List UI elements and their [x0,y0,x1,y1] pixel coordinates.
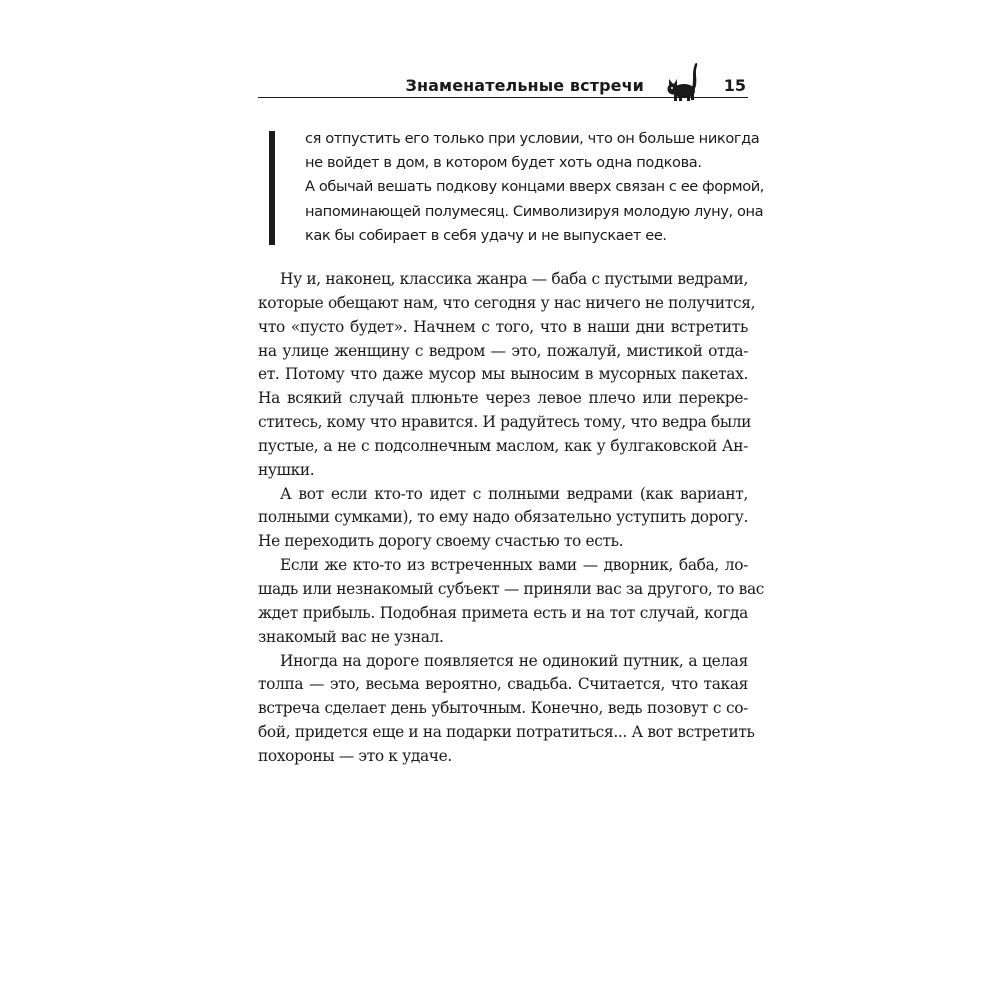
running-head-title: Знаменательные встречи [405,76,644,95]
note-text [305,127,765,248]
body-line: нушки. [258,460,315,479]
body-line: А вот если кто-то идет с полными ведрами (как вариант, [280,484,748,503]
body-line: шадь или незнакомый субъект — приняли вас за другого, то вас [258,579,765,598]
body-line: которые обещают нам, что сегодня у нас ничего не получится, [258,293,756,312]
body-line: На всякий случай плюньте через левое плечо или перекре- [258,389,748,408]
running-head [258,76,748,100]
body-line: ет. Потому что даже мусор мы выносим в мусорных пакетах. [258,365,748,384]
body-text [258,268,765,769]
body-line: Если же кто-то из встреченных вами — дворник, баба, ло- [280,556,748,575]
body-line: похороны — это к удаче. [258,746,452,765]
page-number: 15 [723,76,746,95]
body-line: Не переходить дорогу своему счастью то есть. [258,532,624,551]
note-line: А обычай вешать подкову концами вверх связан с ее формой, [305,178,765,196]
body-line: Ну и, наконец, классика жанра — баба с пустыми ведрами, [280,270,748,288]
note-line: не войдет в дом, в котором будет хоть одна подкова. [305,154,702,172]
note-line: напоминающей полумесяц. Символизируя молодую луну, она [305,202,764,220]
body-line: бой, придется еще и на подарки потратиться... А вот встретить [258,723,755,742]
body-line: знакомый вас не узнал. [258,627,444,646]
body-line: ждет прибыль. Подобная примета есть и на тот случай, когда [258,603,748,622]
body-line: что «пусто будет». Начнем с того, что в наши дни встретить [258,317,748,336]
body-line: пустые, а не с подсолнечным маслом, как у булгаковской Ан- [258,436,748,455]
body-line: ститесь, кому что нравится. И радуйтесь тому, что ведра были [258,413,752,432]
sidebar-note [269,127,765,249]
note-line: как бы собирает в себя удачу и не выпускает ее. [305,226,667,244]
body-line: встреча сделает день убыточным. Конечно, ведь позовут с со- [258,699,748,718]
body-line: на улице женщину с ведром — это, пожалуй, мистикой отда- [258,341,748,360]
body-line: Иногда на дороге появляется не одинокий путник, а целая [280,651,748,670]
body-line: полными сумками), то ему надо обязательно уступить дорогу. [258,508,748,527]
body-line: толпа — это, весьма вероятно, свадьба. Считается, что такая [258,675,748,694]
note-bar [269,131,275,245]
header-rule [258,97,748,98]
note-line: ся отпустить его только при условии, что он больше никогда [305,130,760,147]
